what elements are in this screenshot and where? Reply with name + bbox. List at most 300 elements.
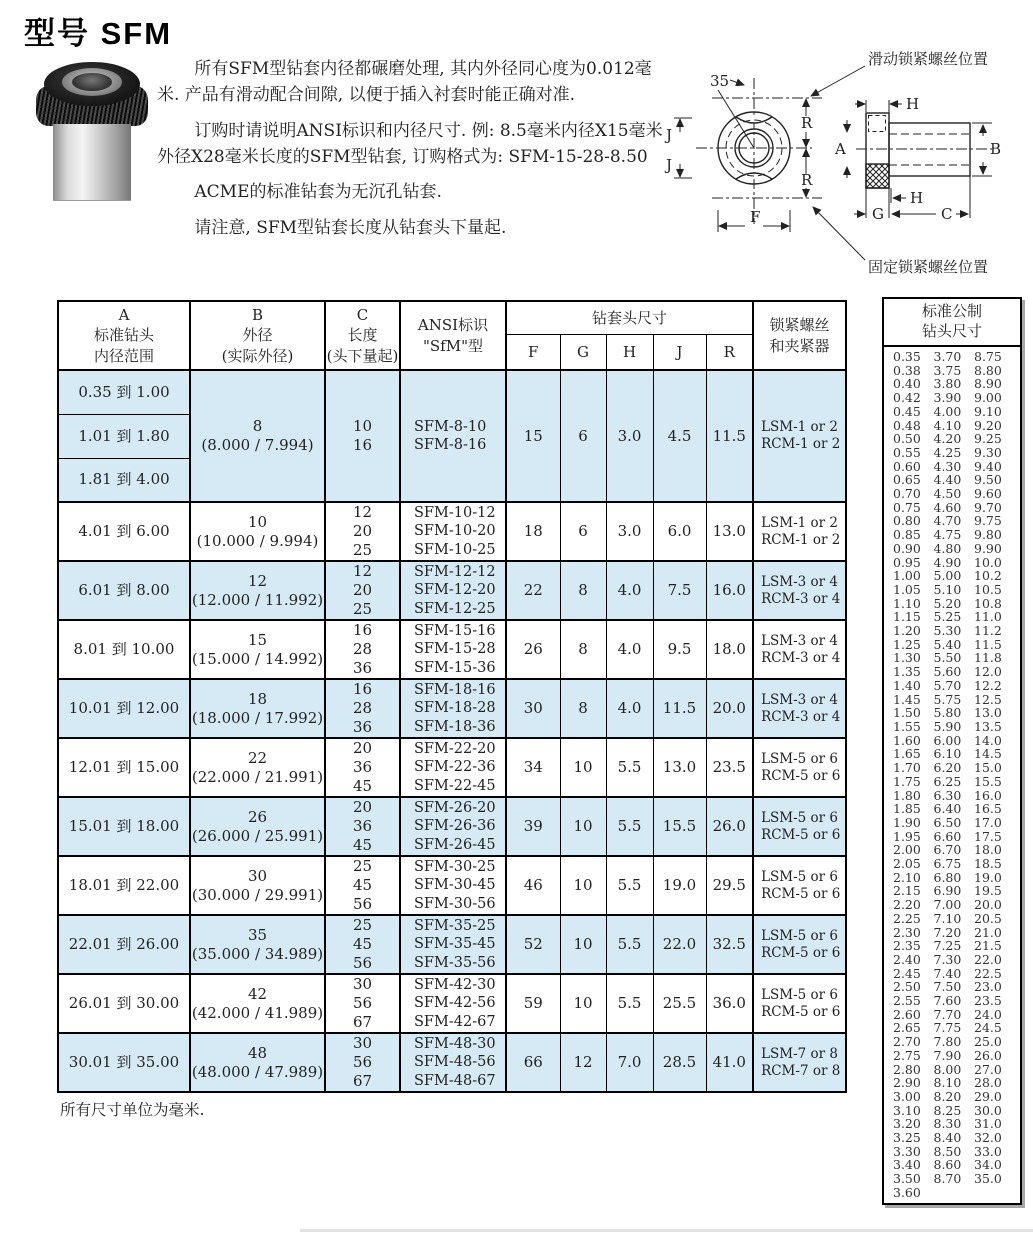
cell-length: 12 20 25 — [325, 561, 400, 620]
cell-r: 41.0 — [706, 1033, 753, 1092]
cell-j: 9.5 — [653, 620, 706, 679]
cell-j: 28.5 — [653, 1033, 706, 1092]
cell-bore-range: 6.01 到 8.00 — [58, 561, 190, 620]
cell-j: 11.5 — [653, 679, 706, 738]
cell-h: 5.5 — [606, 738, 653, 797]
cell-f: 66 — [506, 1033, 560, 1092]
cell-g: 10 — [560, 856, 606, 915]
metric-cell: 4.40 — [933, 472, 962, 488]
cell-g: 10 — [560, 797, 606, 856]
metric-cell: 5.10 — [933, 581, 962, 597]
cell-h: 5.5 — [606, 915, 653, 974]
metric-row — [893, 747, 1013, 761]
dim-label-g: G — [872, 205, 884, 223]
metric-cell: 8.10 — [933, 1075, 962, 1091]
table-row — [58, 738, 846, 797]
cell-ansi-id: SFM-42-30 SFM-42-56 SFM-42-67 — [400, 974, 506, 1033]
cell-lock-screw: LSM-3 or 4 RCM-3 or 4 — [753, 620, 846, 679]
cell-r: 36.0 — [706, 974, 753, 1033]
metric-cell: 9.90 — [974, 540, 1002, 556]
cell-lock-screw: LSM-3 or 4 RCM-3 or 4 — [753, 561, 846, 620]
dim-label-j: J — [666, 156, 673, 174]
metric-cell: 8.50 — [933, 1143, 962, 1159]
table-row — [58, 561, 846, 620]
dim-label-b: B — [990, 140, 1002, 158]
metric-row — [893, 1090, 1013, 1104]
cell-f: 18 — [506, 502, 560, 561]
metric-cell: 1.30 — [893, 650, 921, 666]
cell-r: 11.5 — [706, 370, 753, 502]
metric-cell: 0.38 — [893, 362, 921, 378]
metric-cell: 9.30 — [974, 444, 1002, 460]
cell-j: 7.5 — [653, 561, 706, 620]
metric-cell: 24.5 — [974, 1020, 1002, 1036]
metric-cell: 3.25 — [893, 1130, 921, 1146]
metric-row — [893, 816, 1013, 830]
cell-g: 10 — [560, 974, 606, 1033]
metric-row — [893, 446, 1013, 460]
metric-row — [893, 720, 1013, 734]
metric-row — [893, 405, 1013, 419]
metric-cell: 3.90 — [933, 390, 962, 406]
cell-g: 10 — [560, 915, 606, 974]
metric-cell: 1.55 — [893, 718, 921, 734]
cell-lock-screw: LSM-5 or 6 RCM-5 or 6 — [753, 738, 846, 797]
metric-cell: 9.50 — [974, 472, 1002, 488]
header-r: R — [706, 335, 753, 371]
metric-cell: 21.5 — [974, 938, 1002, 954]
cell-g: 10 — [560, 738, 606, 797]
metric-cell: 29.0 — [974, 1088, 1002, 1104]
metric-row — [893, 679, 1013, 693]
metric-cell: 22.0 — [974, 951, 1002, 967]
metric-cell: 6.00 — [933, 732, 962, 748]
metric-cell: 3.40 — [893, 1157, 921, 1173]
table-row — [58, 974, 846, 1033]
cell-j: 13.0 — [653, 738, 706, 797]
metric-cell: 0.45 — [893, 403, 921, 419]
metric-cell: 13.5 — [974, 718, 1002, 734]
table-row — [58, 856, 846, 915]
cell-r: 16.0 — [706, 561, 753, 620]
metric-cell: 31.0 — [974, 1116, 1002, 1132]
metric-cell: 0.80 — [893, 513, 921, 529]
bushing-bore-hole — [72, 73, 112, 91]
cell-outer-dia: 22 (22.000 / 21.991) — [190, 738, 325, 797]
metric-cell: 2.55 — [893, 993, 921, 1009]
metric-row — [893, 843, 1013, 857]
metric-cell: 33.0 — [974, 1143, 1002, 1159]
metric-cell: 0.70 — [893, 486, 921, 502]
metric-cell: 15.0 — [974, 760, 1002, 776]
metric-cell: 2.80 — [893, 1061, 921, 1077]
metric-cell: 8.60 — [933, 1157, 962, 1173]
cell-lock-screw: LSM-7 or 8 RCM-7 or 8 — [753, 1033, 846, 1092]
metric-row — [893, 364, 1013, 378]
metric-row — [893, 926, 1013, 940]
metric-cell: 20.0 — [974, 897, 1002, 913]
metric-cell: 1.75 — [893, 773, 921, 789]
metric-cell: 6.50 — [933, 814, 962, 830]
metric-cell: 2.90 — [893, 1075, 921, 1091]
cell-lock-screw: LSM-3 or 4 RCM-3 or 4 — [753, 679, 846, 738]
metric-cell: 0.35 — [893, 349, 921, 364]
metric-row — [893, 350, 1013, 364]
metric-row — [893, 1104, 1013, 1118]
metric-row — [893, 391, 1013, 405]
cell-length: 16 28 36 — [325, 620, 400, 679]
metric-cell: 4.60 — [933, 499, 962, 515]
cell-bore-range: 30.01 到 35.00 — [58, 1033, 190, 1092]
metric-row — [893, 884, 1013, 898]
cell-g: 8 — [560, 561, 606, 620]
metric-cell: 7.30 — [933, 951, 962, 967]
table-row — [58, 1033, 846, 1092]
cell-bore-range: 26.01 到 30.00 — [58, 974, 190, 1033]
metric-row — [893, 953, 1013, 967]
metric-row — [893, 473, 1013, 487]
cell-bore-range: 10.01 到 12.00 — [58, 679, 190, 738]
metric-cell: 12.2 — [974, 677, 1002, 693]
metric-cell: 8.80 — [974, 362, 1002, 378]
cell-r: 18.0 — [706, 620, 753, 679]
cell-outer-dia: 15 (15.000 / 14.992) — [190, 620, 325, 679]
cell-j: 6.0 — [653, 502, 706, 561]
metric-row — [893, 912, 1013, 926]
metric-cell: 7.70 — [933, 1006, 962, 1022]
metric-cell: 9.70 — [974, 499, 1002, 515]
metric-cell: 24.0 — [974, 1006, 1002, 1022]
metric-cell: 2.40 — [893, 951, 921, 967]
cell-outer-dia: 48 (48.000 / 47.989) — [190, 1033, 325, 1092]
cell-j: 22.0 — [653, 915, 706, 974]
header-h: H — [606, 335, 653, 371]
cell-h: 3.0 — [606, 502, 653, 561]
metric-row — [893, 501, 1013, 515]
cell-lock-screw: LSM-5 or 6 RCM-5 or 6 — [753, 856, 846, 915]
metric-cell: 13.0 — [974, 705, 1002, 721]
metric-cell: 2.70 — [893, 1034, 921, 1050]
metric-row — [893, 651, 1013, 665]
metric-cell: 8.75 — [974, 349, 1002, 364]
metric-cell: 1.15 — [893, 609, 921, 625]
cell-f: 52 — [506, 915, 560, 974]
metric-cell: 6.40 — [933, 801, 962, 817]
metric-cell: 4.75 — [933, 527, 962, 543]
metric-cell: 1.85 — [893, 801, 921, 817]
metric-cell: 20.5 — [974, 910, 1002, 926]
cell-ansi-id: SFM-26-20 SFM-26-36 SFM-26-45 — [400, 797, 506, 856]
metric-cell: 3.00 — [893, 1088, 921, 1104]
metric-row — [893, 967, 1013, 981]
metric-cell: 6.20 — [933, 760, 962, 776]
metric-row — [893, 898, 1013, 912]
metric-cell: 8.90 — [974, 376, 1002, 392]
metric-cell: 3.70 — [933, 349, 962, 364]
dim-label-j: J — [666, 126, 673, 144]
cell-lock-screw: LSM-5 or 6 RCM-5 or 6 — [753, 797, 846, 856]
metric-cell: 0.85 — [893, 527, 921, 543]
cell-ansi-id: SFM-48-30 SFM-48-56 SFM-48-67 — [400, 1033, 506, 1092]
cell-h: 4.0 — [606, 561, 653, 620]
metric-row — [893, 1117, 1013, 1131]
cell-outer-dia: 12 (12.000 / 11.992) — [190, 561, 325, 620]
cell-r: 23.5 — [706, 738, 753, 797]
metric-row — [893, 1186, 1013, 1200]
table-row — [58, 620, 846, 679]
metric-cell: 10.2 — [974, 568, 1002, 584]
header-length: C 长度 (头下量起) — [325, 301, 400, 370]
metric-cell: 1.10 — [893, 595, 921, 611]
metric-cell: 11.5 — [974, 636, 1002, 652]
metric-row — [893, 542, 1013, 556]
metric-cell: 6.10 — [933, 746, 962, 762]
dim-label-35: 35 — [710, 72, 730, 90]
metric-cell: 0.42 — [893, 390, 921, 406]
metric-cell: 11.2 — [974, 623, 1002, 639]
metric-cell: 0.50 — [893, 431, 921, 447]
metric-cell: 7.25 — [933, 938, 962, 954]
metric-cell: 9.40 — [974, 458, 1002, 474]
technical-diagram — [660, 46, 1033, 281]
metric-cell: 1.20 — [893, 623, 921, 639]
metric-cell: 7.40 — [933, 965, 962, 981]
metric-cell: 16.5 — [974, 801, 1002, 817]
metric-cell: 1.45 — [893, 691, 921, 707]
cell-length: 25 45 56 — [325, 915, 400, 974]
metric-row — [893, 419, 1013, 433]
metric-row — [893, 1008, 1013, 1022]
metric-cell: 30.0 — [974, 1102, 1002, 1118]
cell-h: 4.0 — [606, 620, 653, 679]
cell-bore-range: 12.01 到 15.00 — [58, 738, 190, 797]
metric-cell: 7.10 — [933, 910, 962, 926]
metric-row — [893, 1063, 1013, 1077]
cell-ansi-id: SFM-8-10 SFM-8-16 — [400, 370, 506, 502]
metric-cell: 8.40 — [933, 1130, 962, 1146]
metric-row — [893, 1049, 1013, 1063]
cell-lock-screw: LSM-1 or 2 RCM-1 or 2 — [753, 370, 846, 502]
metric-cell: 1.90 — [893, 814, 921, 830]
metric-row — [893, 377, 1013, 391]
metric-cell: 5.25 — [933, 609, 962, 625]
metric-cell: 5.40 — [933, 636, 962, 652]
table-row — [58, 915, 846, 974]
metric-cell: 4.80 — [933, 540, 962, 556]
metric-cell: 21.0 — [974, 924, 1002, 940]
metric-cell: 5.20 — [933, 595, 962, 611]
metric-cell: 3.60 — [893, 1184, 921, 1200]
metric-cell: 5.00 — [933, 568, 962, 584]
metric-cell: 6.25 — [933, 773, 962, 789]
diagram-fixed-screw-label: 固定锁紧螺丝位置 — [868, 258, 989, 276]
page-bottom-rule — [300, 1229, 1033, 1232]
metric-cell: 12.5 — [974, 691, 1002, 707]
metric-row — [893, 830, 1013, 844]
metric-cell: 2.20 — [893, 897, 921, 913]
metric-table-body — [884, 347, 1020, 1203]
cell-length: 16 28 36 — [325, 679, 400, 738]
metric-cell: 2.00 — [893, 842, 921, 858]
metric-cell: 16.0 — [974, 787, 1002, 803]
cell-bore-range: 18.01 到 22.00 — [58, 856, 190, 915]
dim-label-c: C — [941, 205, 953, 223]
cell-r: 32.5 — [706, 915, 753, 974]
metric-cell: 26.0 — [974, 1047, 1002, 1063]
metric-row — [893, 624, 1013, 638]
cell-g: 8 — [560, 679, 606, 738]
metric-cell: 4.25 — [933, 444, 962, 460]
metric-cell: 3.50 — [893, 1171, 921, 1187]
metric-cell: 11.8 — [974, 650, 1002, 666]
metric-cell: 10.8 — [974, 595, 1002, 611]
metric-cell: 7.20 — [933, 924, 962, 940]
metric-drill-size-table — [882, 297, 1022, 1205]
metric-cell: 8.00 — [933, 1061, 962, 1077]
metric-cell: 12.0 — [974, 664, 1002, 680]
metric-cell: 1.80 — [893, 787, 921, 803]
header-lock-screw: 锁紧螺丝 和夹紧器 — [753, 301, 846, 370]
metric-cell: 34.0 — [974, 1157, 1002, 1173]
table-row — [58, 370, 846, 414]
cell-f: 39 — [506, 797, 560, 856]
metric-cell: 23.0 — [974, 979, 1002, 995]
header-outer-dia: B 外径 (实际外径) — [190, 301, 325, 370]
metric-cell — [974, 1186, 1013, 1200]
metric-cell: 0.95 — [893, 554, 921, 570]
metric-row — [893, 1172, 1013, 1186]
metric-cell: 1.50 — [893, 705, 921, 721]
metric-cell: 14.0 — [974, 732, 1002, 748]
metric-cell: 5.80 — [933, 705, 962, 721]
metric-cell: 4.10 — [933, 417, 962, 433]
metric-row — [893, 1131, 1013, 1145]
metric-cell: 1.95 — [893, 828, 921, 844]
metric-cell: 5.30 — [933, 623, 962, 639]
metric-cell: 9.80 — [974, 527, 1002, 543]
cell-bore-range: 1.01 到 1.80 — [58, 414, 190, 458]
dim-label-h: H — [910, 189, 924, 207]
intro-paragraph: 订购时请说明ANSI标识和内径尺寸. 例: 8.5毫米内径X15毫米外径X28毫米长度的SFM型钻套, 订购格式为: SFM-15-28-8.50 — [157, 120, 663, 168]
intro-paragraph: 请注意, SFM型钻套长度从钻套头下量起. — [194, 217, 507, 238]
metric-row — [893, 857, 1013, 871]
metric-cell: 2.60 — [893, 1006, 921, 1022]
metric-cell: 8.20 — [933, 1088, 962, 1104]
cell-g: 8 — [560, 620, 606, 679]
cell-ansi-id: SFM-22-20 SFM-22-36 SFM-22-45 — [400, 738, 506, 797]
metric-row — [893, 775, 1013, 789]
dim-label-r: R — [801, 114, 813, 132]
main-table-body — [58, 370, 846, 1092]
metric-cell: 3.75 — [933, 362, 962, 378]
metric-cell: 7.50 — [933, 979, 962, 995]
metric-cell: 0.40 — [893, 376, 921, 392]
metric-cell: 2.45 — [893, 965, 921, 981]
cell-length: 30 56 67 — [325, 1033, 400, 1092]
metric-cell: 5.60 — [933, 664, 962, 680]
metric-cell: 2.10 — [893, 869, 921, 885]
metric-row — [893, 487, 1013, 501]
metric-cell: 1.40 — [893, 677, 921, 693]
metric-cell: 7.00 — [933, 897, 962, 913]
diagram-slide-screw-label: 滑动锁紧螺丝位置 — [868, 50, 989, 68]
cell-outer-dia: 26 (26.000 / 25.991) — [190, 797, 325, 856]
cell-outer-dia: 18 (18.000 / 17.992) — [190, 679, 325, 738]
intro-paragraph: ACME的标准钻套为无沉孔钻套. — [194, 182, 442, 203]
cell-length: 10 16 — [325, 370, 400, 502]
dim-label-a: A — [835, 140, 846, 158]
cell-f: 34 — [506, 738, 560, 797]
metric-row — [893, 789, 1013, 803]
metric-cell: 1.70 — [893, 760, 921, 776]
metric-cell: 1.35 — [893, 664, 921, 680]
cell-ansi-id: SFM-30-25 SFM-30-45 SFM-30-56 — [400, 856, 506, 915]
metric-row — [893, 761, 1013, 775]
metric-cell: 19.5 — [974, 883, 1002, 899]
metric-cell: 9.00 — [974, 390, 1002, 406]
cell-f: 59 — [506, 974, 560, 1033]
metric-row — [893, 597, 1013, 611]
metric-table-title: 标准公制 钻头尺寸 — [884, 299, 1020, 347]
metric-row — [893, 460, 1013, 474]
metric-cell: 9.10 — [974, 403, 1002, 419]
cell-length: 30 56 67 — [325, 974, 400, 1033]
metric-cell: 2.35 — [893, 938, 921, 954]
metric-cell: 8.25 — [933, 1102, 962, 1118]
cell-r: 20.0 — [706, 679, 753, 738]
dim-label-f: F — [750, 208, 761, 226]
metric-cell: 35.0 — [974, 1171, 1002, 1187]
metric-cell: 2.65 — [893, 1020, 921, 1036]
metric-cell: 1.60 — [893, 732, 921, 748]
metric-cell: 5.50 — [933, 650, 962, 666]
metric-row — [893, 1158, 1013, 1172]
metric-cell: 2.25 — [893, 910, 921, 926]
metric-row — [893, 994, 1013, 1008]
metric-cell: 6.30 — [933, 787, 962, 803]
metric-row — [893, 638, 1013, 652]
cell-g: 6 — [560, 370, 606, 502]
metric-cell: 5.90 — [933, 718, 962, 734]
metric-cell: 2.05 — [893, 856, 921, 872]
metric-cell: 6.90 — [933, 883, 962, 899]
product-photo — [36, 62, 148, 200]
cell-f: 46 — [506, 856, 560, 915]
metric-cell: 9.20 — [974, 417, 1002, 433]
metric-cell: 9.75 — [974, 513, 1002, 529]
cell-g: 6 — [560, 502, 606, 561]
cell-lock-screw: LSM-1 or 2 RCM-1 or 2 — [753, 502, 846, 561]
metric-cell: 1.65 — [893, 746, 921, 762]
cell-f: 22 — [506, 561, 560, 620]
metric-cell: 2.15 — [893, 883, 921, 899]
metric-cell: 6.80 — [933, 869, 962, 885]
metric-row — [893, 583, 1013, 597]
metric-cell: 0.65 — [893, 472, 921, 488]
cell-bore-range: 1.81 到 4.00 — [58, 458, 190, 502]
cell-h: 5.5 — [606, 974, 653, 1033]
metric-cell: 18.0 — [974, 842, 1002, 858]
cell-ansi-id: SFM-35-25 SFM-35-45 SFM-35-56 — [400, 915, 506, 974]
cell-j: 15.5 — [653, 797, 706, 856]
metric-cell: 0.48 — [893, 417, 921, 433]
metric-row — [893, 1145, 1013, 1159]
cell-bore-range: 8.01 到 10.00 — [58, 620, 190, 679]
cell-f: 26 — [506, 620, 560, 679]
metric-row — [893, 802, 1013, 816]
metric-cell: 23.5 — [974, 993, 1002, 1009]
dim-label-h: H — [906, 95, 920, 113]
